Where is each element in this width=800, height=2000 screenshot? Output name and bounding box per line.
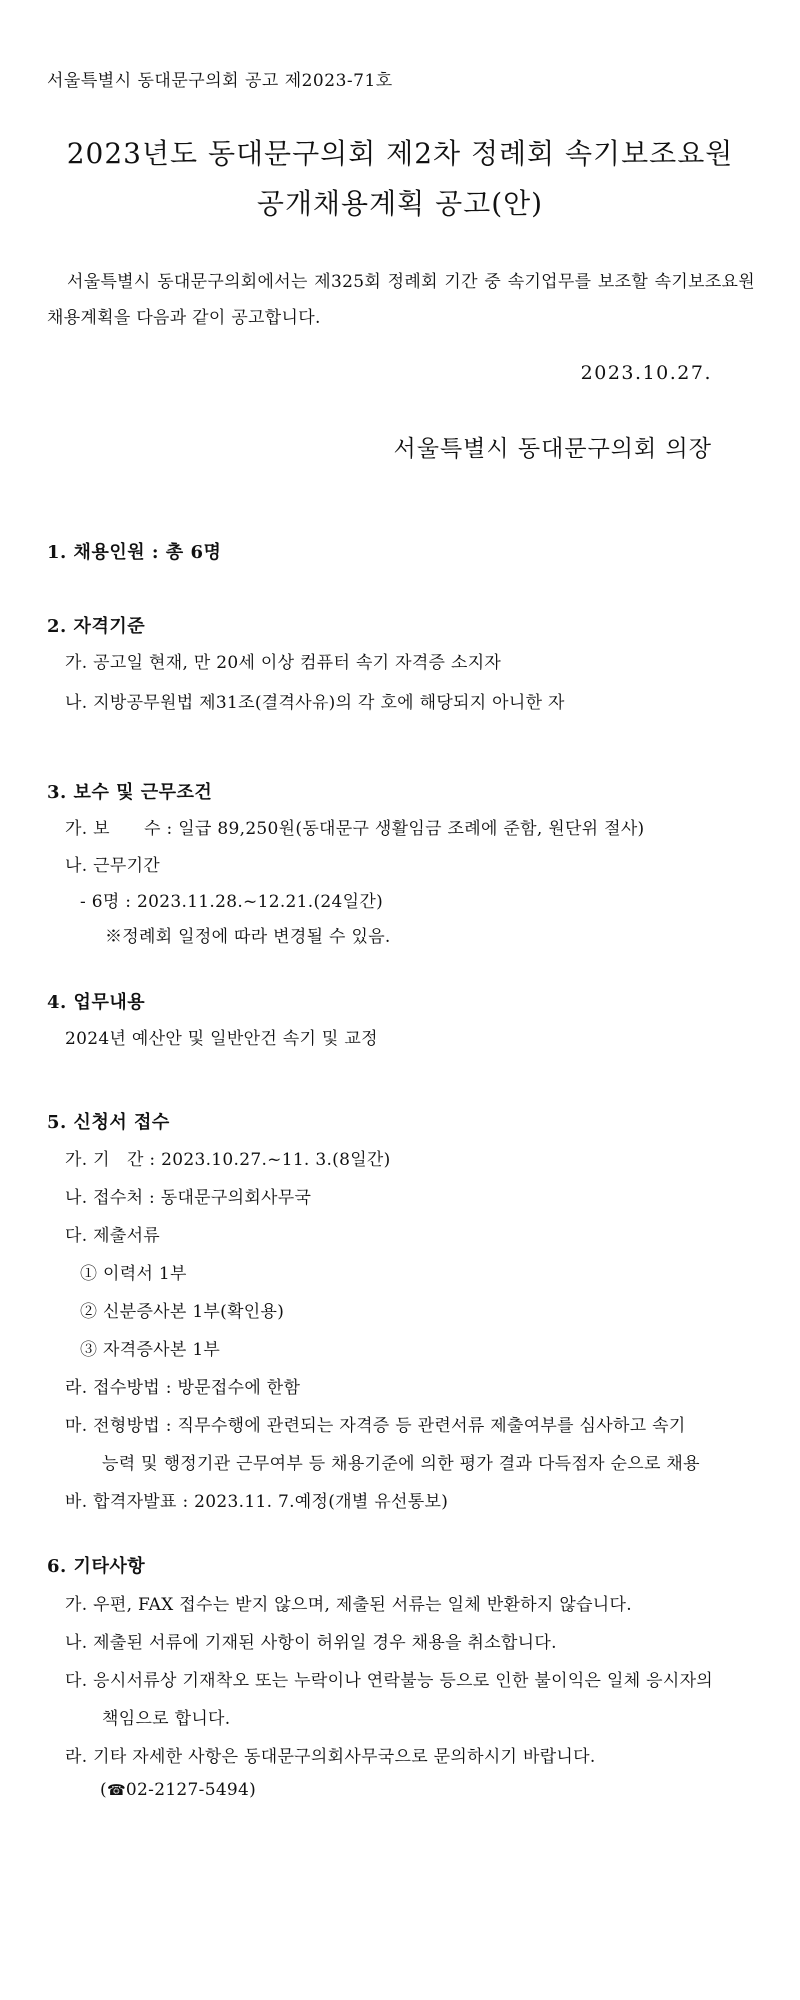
contact-phone-line [100, 1780, 256, 1800]
notice-number: 서울특별시 동대문구의회 공고 제2023-71호 [47, 71, 393, 91]
contact-open-paren: ( [100, 1780, 107, 1800]
required-document-item: ③ 자격증사본 1부 [80, 1340, 221, 1360]
work-period-note: ※정례회 일정에 따라 변경될 수 있음. [105, 927, 391, 947]
section-1-heading: 1. 채용인원 : 총 6명 [47, 542, 222, 563]
contact-phone-number: 02-2127-5494 [125, 1780, 250, 1800]
application-place: 나. 접수처 : 동대문구의회사무국 [65, 1188, 312, 1208]
application-period: 가. 기 간 : 2023.10.27.~11. 3.(8일간) [65, 1150, 391, 1170]
title-line-1: 2023년도 동대문구의회 제2차 정례회 속기보조요원 [66, 137, 734, 170]
selection-method-line-1: 마. 전형방법 : 직무수행에 관련되는 자격증 등 관련서류 제출여부를 심사하고 속기 [65, 1416, 686, 1436]
section-5-heading: 5. 신청서 접수 [47, 1112, 170, 1133]
section-6-heading: 6. 기타사항 [47, 1556, 146, 1577]
title-line-2: 공개채용계획 공고(안) [256, 187, 544, 220]
selection-method-line-2: 능력 및 행정기관 근무여부 등 채용기준에 의한 평가 결과 다득점자 순으로 채용 [102, 1454, 700, 1474]
misc-item-line-1: 다. 응시서류상 기재착오 또는 누락이나 연락불능 등으로 인한 불이익은 일체 응시자의 [65, 1671, 714, 1691]
intro-text: 서울특별시 동대문구의회에서는 제325회 정례회 기간 중 속기업무를 보조할 속기보조요원 채용계획을 다음과 같이 공고합니다. [47, 272, 755, 328]
required-documents-label: 다. 제출서류 [65, 1226, 161, 1246]
contact-close-paren: ) [249, 1780, 257, 1800]
required-document-item: ① 이력서 1부 [80, 1264, 187, 1284]
work-period-label: 나. 근무기간 [65, 856, 161, 876]
duty-description: 2024년 예산안 및 일반안건 속기 및 교정 [65, 1029, 378, 1049]
notice-date: 2023.10.27. [580, 362, 712, 384]
work-period-detail: - 6명 : 2023.11.28.~12.21.(24일간) [80, 892, 384, 912]
misc-item-line-2: 책임으로 합니다. [102, 1709, 231, 1729]
section-4-heading: 4. 업무내용 [47, 992, 146, 1013]
section-2-heading: 2. 자격기준 [47, 616, 146, 637]
section-2-item: 가. 공고일 현재, 만 20세 이상 컴퓨터 속기 자격증 소지자 [65, 653, 502, 673]
result-announcement: 바. 합격자발표 : 2023.11. 7.예정(개별 유선통보) [65, 1492, 449, 1512]
issuer-signature: 서울특별시 동대문구의회 의장 [393, 436, 712, 462]
pay-line: 가. 보 수 : 일급 89,250원(동대문구 생활임금 조례에 준함, 원단위 절사) [65, 819, 645, 839]
intro-paragraph [47, 264, 755, 336]
section-3-heading: 3. 보수 및 근무조건 [47, 782, 213, 803]
misc-item: 가. 우편, FAX 접수는 받지 않으며, 제출된 서류는 일체 반환하지 않습니다. [65, 1595, 632, 1615]
misc-item: 나. 제출된 서류에 기재된 사항이 허위일 경우 채용을 취소합니다. [65, 1633, 557, 1653]
misc-item: 라. 기타 자세한 사항은 동대문구의회사무국으로 문의하시기 바랍니다. [65, 1747, 596, 1767]
required-document-item: ② 신분증사본 1부(확인용) [80, 1302, 285, 1322]
section-2-item: 나. 지방공무원법 제31조(결격사유)의 각 호에 해당되지 아니한 자 [65, 693, 565, 713]
telephone-icon: ☎ [106, 1781, 126, 1799]
application-method: 라. 접수방법 : 방문접수에 한함 [65, 1378, 301, 1398]
